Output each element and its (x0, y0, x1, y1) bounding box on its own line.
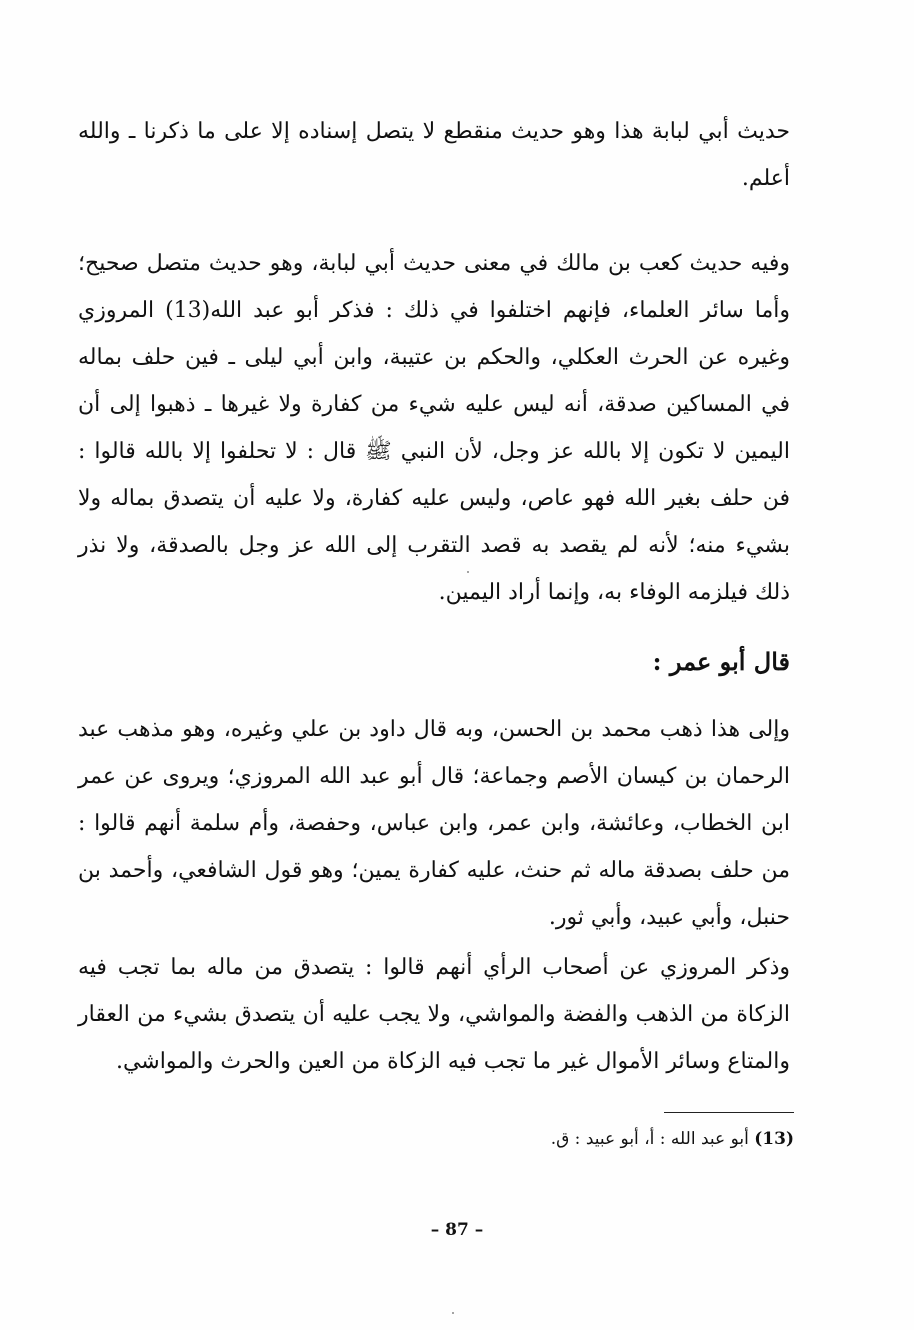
paragraph-3: وإلى هذا ذهب محمد بن الحسن، وبه قال داود بن علي وغيره، وهو مذهب عبد الرحمان بن كيسان الأصم وجماعة؛ قال أبو عبد الله المروزي؛ ويروى عن عمر ابن الخطاب، وعائشة، وابن عمر، وابن عباس، وحفصة، وأم سلمة أنهم قالوا : من حلف بصدقة ماله ثم حنث، عليه كفارة يمين؛ وهو قول الشافعي، وأحمد بن حنبل، وأبي عبيد، وأبي ثور. (78, 717, 790, 930)
paragraph-4: وذكر المروزي عن أصحاب الرأي أنهم قالوا : يتصدق من ماله بما تجب فيه الزكاة من الذهب والفضة والمواشي، ولا يجب عليه أن يتصدق بشيء من العقار والمتاع وسائر الأموال غير ما تجب فيه الزكاة من العين والحرث والمواشي. (78, 955, 790, 1074)
footnote-text: أبو عبد الله : أ، أبو عبيد : ق. (550, 1129, 749, 1149)
footnote (78, 1122, 794, 1156)
section-heading: قال أبو عمر : (652, 647, 790, 676)
scan-speck (467, 571, 469, 573)
paragraph-2: وفيه حديث كعب بن مالك في معنى حديث أبي لبابة، وهو حديث متصل صحيح؛ وأما سائر العلماء، فإنهم اختلفوا في ذلك : فذكر أبو عبد الله(13) المروزي وغيره عن الحرث العكلي، والحكم بن عتيبة، وابن أبي ليلى ـ فين حلف بماله في المساكين صدقة، أنه ليس عليه شيء من كفارة ولا غيرها ـ ذهبوا إلى أن اليمين لا تكون إلا بالله عز وجل، لأن النبي ﷺ قال : لا تحلفوا إلا بالله قالوا : فن حلف بغير الله فهو عاص، وليس عليه كفارة، ولا عليه أن يتصدق بماله ولا بشيء منه؛ لأنه لم يقصد به قصد التقرب إلى الله عز وجل بالصدقة، ولا نذر ذلك فيلزمه الوفاء به، وإنما أراد اليمين. (78, 251, 790, 605)
paragraph-1: حديث أبي لبابة هذا وهو حديث منقطع لا يتصل إسناده إلا على ما ذكرنا ـ والله أعلم. (78, 119, 790, 191)
footnote-divider (664, 1112, 794, 1113)
footnote-number: (13) (754, 1129, 794, 1149)
page-number: – 87 – (430, 1220, 484, 1240)
scan-speck (452, 1312, 454, 1314)
